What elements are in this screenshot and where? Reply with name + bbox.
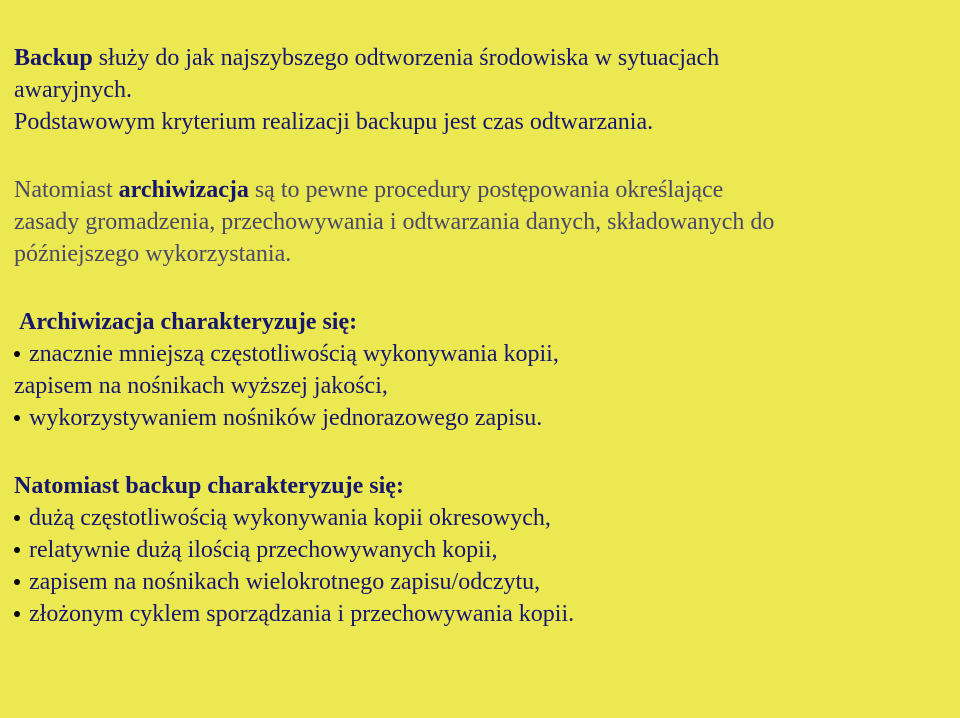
backup-traits: [14, 470, 944, 630]
archive-traits: [14, 306, 944, 434]
archive-line-2: zasady gromadzenia, przechowywania i odtwarzania danych, składowanych do: [14, 209, 775, 235]
list-item: dużą częstotliwością wykonywania kopii okresowych,: [14, 502, 944, 534]
archive-line-1-rest: są to pewne procedury postępowania określające: [248, 177, 724, 203]
backup-line-3: Podstawowym kryterium realizacji backupu jest czas odtwarzania.: [14, 109, 654, 135]
archive-term: archiwizacja: [118, 177, 249, 203]
backup-definition: [14, 42, 944, 138]
archive-line-3: późniejszego wykorzystania.: [14, 241, 292, 267]
list-item: znacznie mniejszą częstotliwością wykonywania kopii,: [14, 338, 944, 370]
list-item: relatywnie dużą ilością przechowywanych kopii,: [14, 534, 944, 566]
bullet-dot: [14, 579, 20, 585]
backup-term: Backup: [14, 45, 93, 71]
bullet-dot: [14, 611, 20, 617]
bullet-dot: [14, 351, 20, 357]
backup-line-2: awaryjnych.: [14, 77, 132, 103]
backup-traits-heading: Natomiast backup charakteryzuje się:: [14, 473, 404, 499]
list-item: wykorzystywaniem nośników jednorazowego zapisu.: [14, 402, 944, 434]
archive-traits-heading: Archiwizacja charakteryzuje się:: [19, 309, 358, 335]
list-item: zapisem na nośnikach wyższej jakości,: [14, 373, 388, 399]
bullet-dot: [14, 547, 20, 553]
archive-lead: Natomiast: [14, 177, 119, 203]
list-item: zapisem na nośnikach wielokrotnego zapisu/odczytu,: [14, 566, 944, 598]
bullet-dot: [14, 415, 20, 421]
archive-definition: [14, 174, 944, 270]
list-item: złożonym cyklem sporządzania i przechowywania kopii.: [14, 598, 944, 630]
bullet-dot: [14, 515, 20, 521]
backup-sentence: służy do jak najszybszego odtworzenia środowiska w sytuacjach: [92, 45, 720, 71]
